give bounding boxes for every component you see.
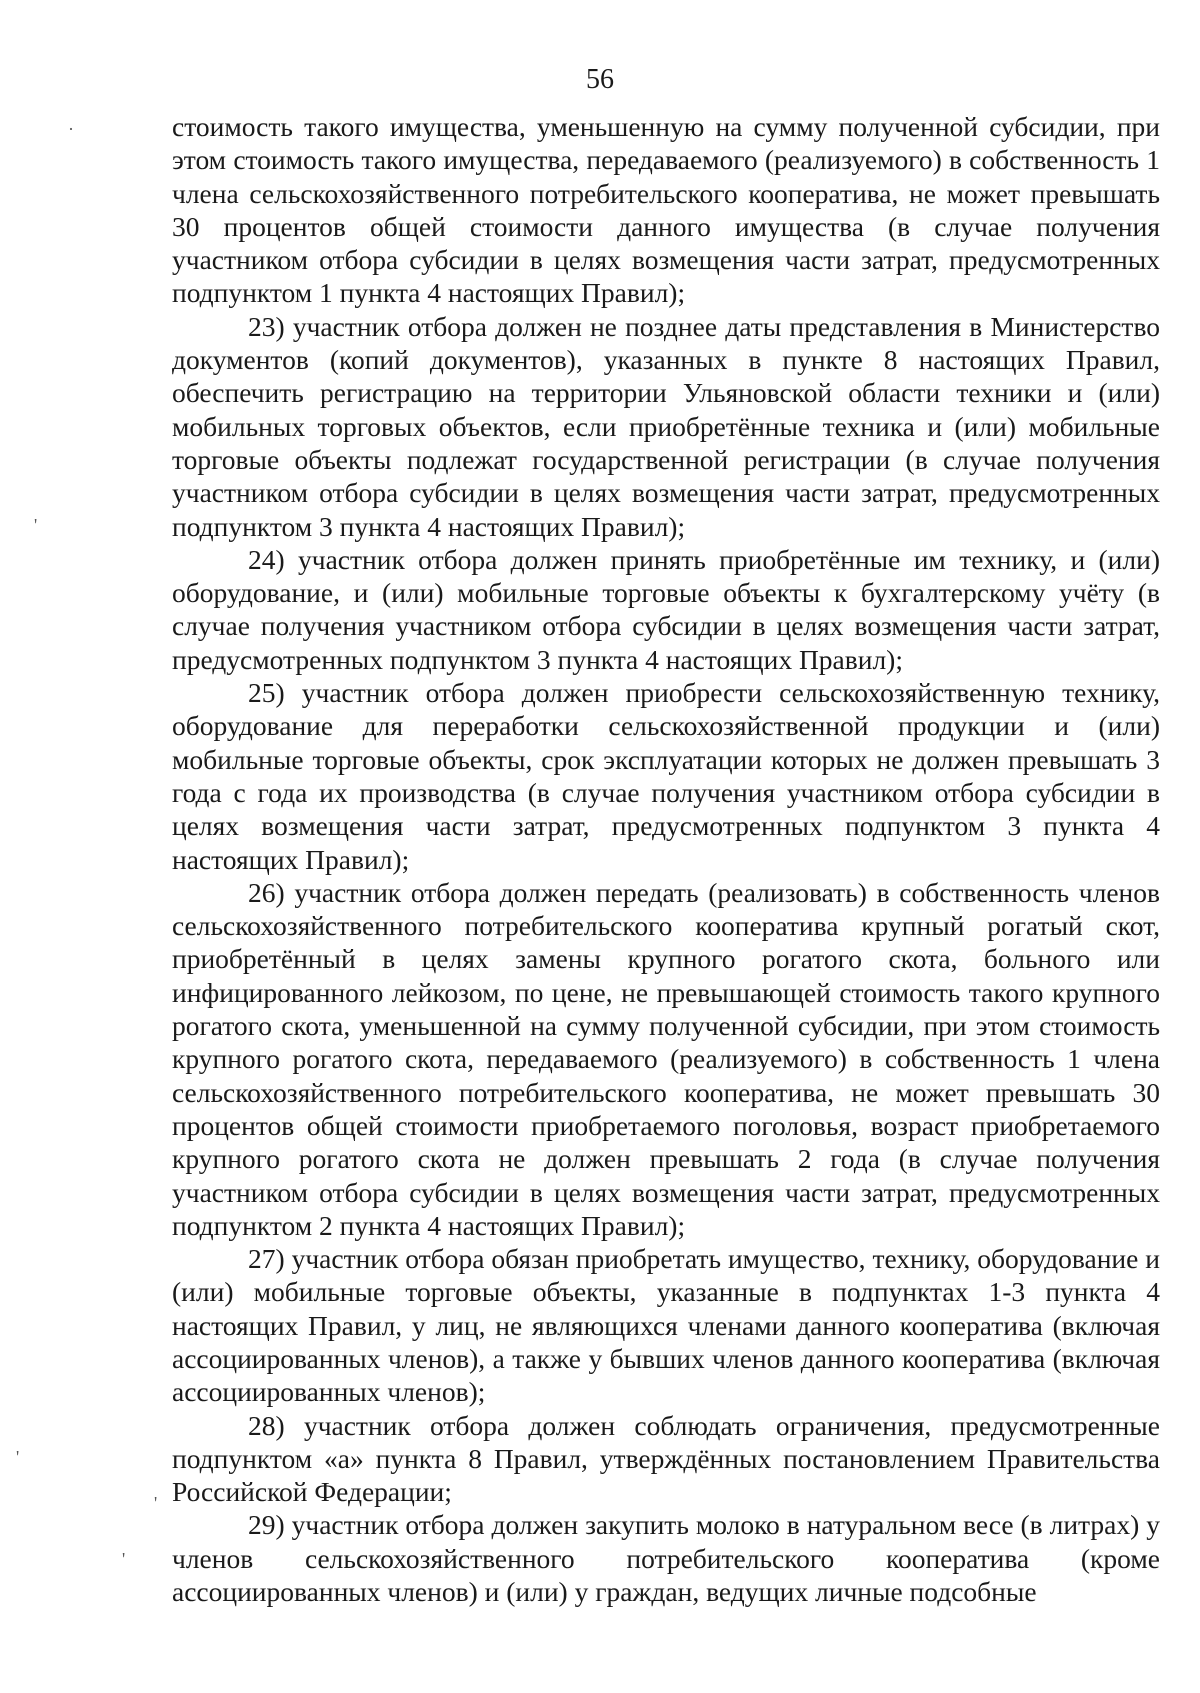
scan-speck: ' [34, 515, 38, 535]
paragraph-item-26: 26) участник отбора должен передать (реализовать) в собственность членов сельскохозяйственного потребительского кооператива крупный рогатый скот, приобретённый в целях замены крупного рогатого скота, больного или инфицированного лейкозом, по цене, не превышающей стоимость такого крупного рогатого скота, уменьшенной на сумму полученной субсидии, при этом стоимость крупного рогатого скота, передаваемого (реализуемого) в собственность 1 члена сельскохозяйственного потребительского кооператива, не может превышать 30 процентов общей стоимости приобретаемого поголовья, возраст приобретаемого крупного рогатого скота не должен превышать 2 года (в случае получения участником отбора субсидии в целях возмещения части затрат, предусмотренных подпунктом 2 пункта 4 настоящих Правил); [172, 876, 1160, 1241]
paragraph-continuation: стоимость такого имущества, уменьшенную на сумму полученной субсидии, при этом стоимость такого имущества, передаваемого (реализуемого) в собственность 1 члена сельскохозяйственного потребительского кооператива, не может превышать 30 процентов общей стоимости данного имущества (в случае получения участником отбора субсидии в целях возмещения части затрат, предусмотренных подпунктом 1 пункта 4 настоящих Правил); [172, 111, 1160, 309]
paragraph-item-23: 23) участник отбора должен не позднее даты представления в Министерство документов (копий документов), указанных в пункте 8 настоящих Правил, обеспечить регистрацию на территории Ульяновской области техники и (или) мобильных торговых объектов, если приобретённые техника и (или) мобильные торговые объекты подлежат государственной регистрации (в случае получения участником отбора субсидии в целях возмещения части затрат, предусмотренных подпунктом 3 пункта 4 настоящих Правил); [172, 310, 1160, 542]
paragraph-item-28: 28) участник отбора должен соблюдать ограничения, предусмотренные подпунктом «а» пункта 8 Правил, утверждённых постановлением Правительства Российской Федерации; [172, 1409, 1160, 1508]
paragraph-item-25: 25) участник отбора должен приобрести сельскохозяйственную технику, оборудование для переработки сельскохозяйственной продукции и (или) мобильные торговые объекты, срок эксплуатации которых не должен превышать 3 года с года их производства (в случае получения участником отбора субсидии в целях возмещения части затрат, предусмотренных подпунктом 3 пункта 4 настоящих Правил); [172, 677, 1160, 875]
scan-speck: ' [16, 1447, 20, 1467]
paragraph-item-29: 29) участник отбора должен закупить молоко в натуральном весе (в литрах) у членов сельскохозяйственного потребительского кооператива (кроме ассоциированных членов) и (или) у граждан, ведущих личные подсобные [172, 1509, 1160, 1608]
paragraph-item-27: 27) участник отбора обязан приобретать имущество, технику, оборудование и (или) мобильные торговые объекты, указанные в подпунктах 1-3 пункта 4 настоящих Правил, у лиц, не являющихся членами данного кооператива (включая ассоциированных членов), а также у бывших членов данного кооператива (включая ассоциированных членов); [172, 1243, 1160, 1408]
scan-speck: ' [154, 1493, 158, 1513]
page-number: 56 [586, 64, 614, 95]
scan-speck: ' [122, 1549, 126, 1569]
document-body [172, 110, 1160, 1608]
scan-speck: · [68, 119, 74, 139]
paragraph-item-24: 24) участник отбора должен принять приобретённые им технику, и (или) оборудование, и (или) мобильные торговые объекты к бухгалтерскому учёту (в случае получения участником отбора субсидии в целях возмещения части затрат, предусмотренных подпунктом 3 пункта 4 настоящих Правил); [172, 543, 1160, 675]
